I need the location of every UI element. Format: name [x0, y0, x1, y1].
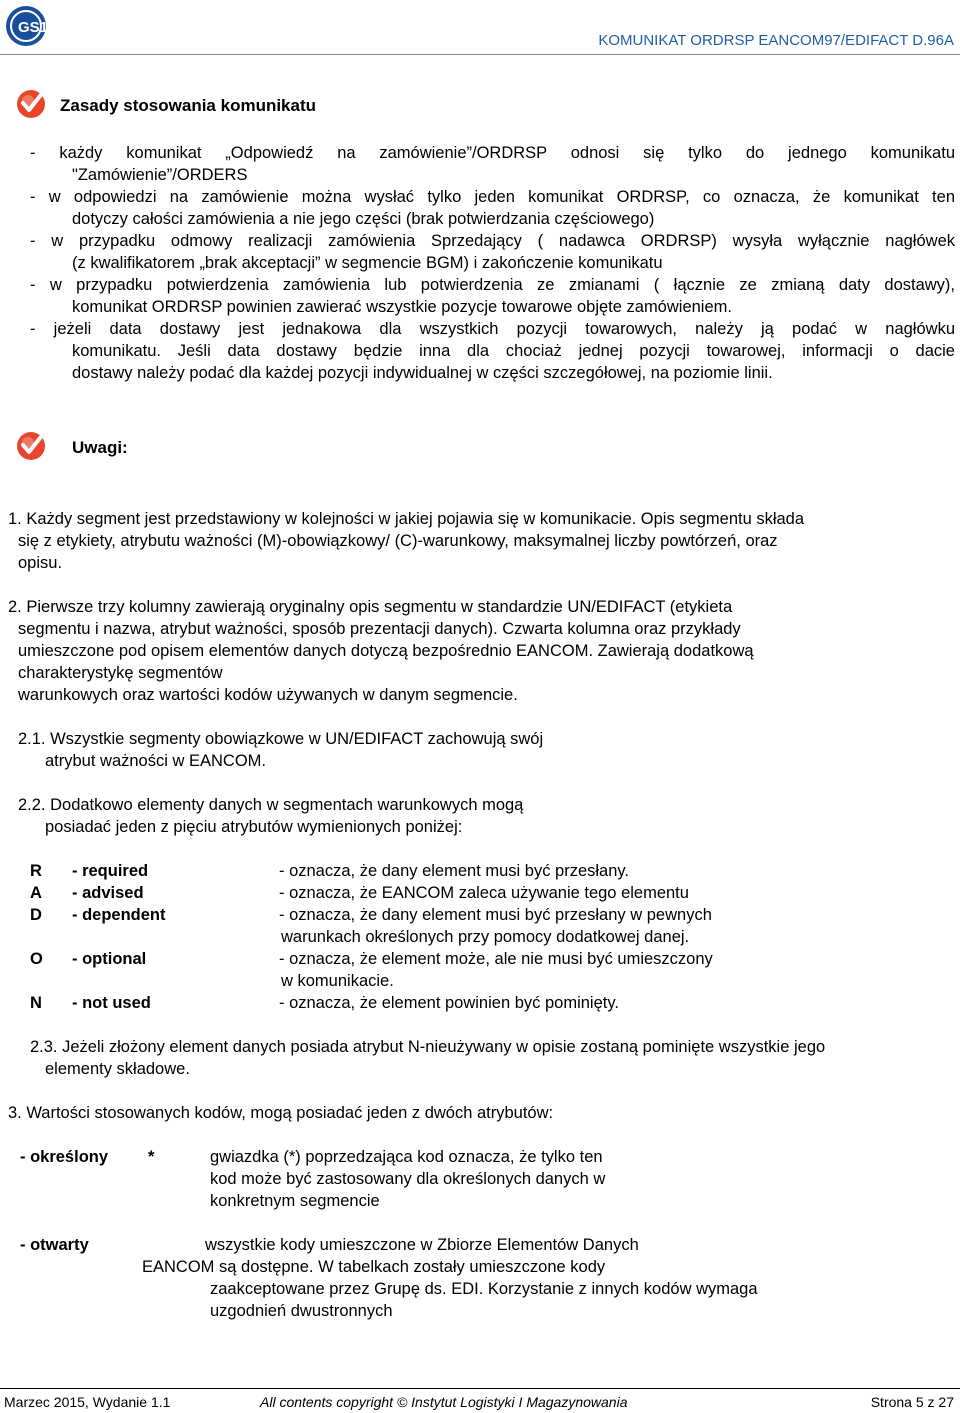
rule-line: - każdy komunikat „Odpowiedź na zamówienie”/ORDRSP odnosi się tylko do jednego komunikatu — [30, 144, 955, 162]
note-paragraph-line: charakterystykę segmentów — [18, 664, 223, 682]
attribute-name: - optional — [72, 950, 147, 968]
note-paragraph-line: opisu. — [18, 554, 63, 572]
notes-section-title: Uwagi: — [72, 438, 128, 457]
code-attribute-symbol: * — [148, 1148, 155, 1166]
note-paragraph-line: 2. Pierwsze trzy kolumny zawierają oryginalny opis segmentu w standardzie UN/EDIFACT (etykieta — [8, 598, 733, 616]
rule-line: - w przypadku odmowy realizacji zamówienia Sprzedający ( nadawca ORDRSP) wysyła wyłącznie nagłówek — [30, 232, 955, 250]
code-attribute-description: kod może być zastosowany dla określonych danych w — [210, 1170, 606, 1188]
attribute-name: - dependent — [72, 906, 166, 924]
rule-line: komunikat ORDRSP powinien zawierać wszystkie pozycje towarowe objęte zamówieniem. — [72, 298, 732, 316]
rule-line: dostawy należy podać dla każdej pozycji indywidualnej w części szczegółowej, na poziomie linii. — [72, 364, 773, 382]
rule-line: - w przypadku potwierdzenia zamówienia lub potwierdzenia ze zmianami ( łącznie ze zmianą daty dostawy), — [30, 276, 955, 294]
attribute-description: w komunikacie. — [281, 972, 394, 990]
rule-line: (z kwalifikatorem „brak akceptacji” w segmencie BGM) i zakończenie komunikatu — [72, 254, 663, 272]
attribute-description: - oznacza, że dany element musi być przesłany w pewnych — [279, 906, 712, 924]
checkmark-icon — [14, 428, 48, 462]
attribute-code: N — [30, 994, 42, 1012]
attribute-name: - not used — [72, 994, 151, 1012]
code-attribute-name: - otwarty — [20, 1236, 89, 1254]
header-divider — [0, 54, 960, 55]
code-attribute-description: konkretnym segmencie — [210, 1192, 380, 1210]
note-paragraph-line: 2.2. Dodatkowo elementy danych w segmentach warunkowych mogą — [18, 796, 524, 814]
code-attribute-name: - określony — [20, 1148, 109, 1166]
rule-line: - w odpowiedzi na zamówienie można wysłać tylko jeden komunikat ORDRSP, co oznacza, że komunikat ten — [30, 188, 955, 206]
code-attribute-description: zaakceptowane przez Grupę ds. EDI. Korzystanie z innych kodów wymaga — [210, 1280, 758, 1298]
note-paragraph-line: elementy składowe. — [45, 1060, 190, 1078]
code-attribute-description: gwiazdka (*) poprzedzająca kod oznacza, że tylko ten — [210, 1148, 603, 1166]
attribute-code: O — [30, 950, 43, 968]
attribute-code: D — [30, 906, 42, 924]
gs1-logo-text: GS1 — [18, 19, 49, 36]
note-paragraph-line: warunkowych oraz wartości kodów używanych w danym segmencie. — [18, 686, 518, 704]
footer-page-number: Strona 5 z 27 — [870, 1394, 954, 1410]
note-paragraph-line: 3. Wartości stosowanych kodów, mogą posiadać jeden z dwóch atrybutów: — [8, 1104, 554, 1122]
note-paragraph-line: atrybut ważności w EANCOM. — [45, 752, 266, 770]
attribute-description: warunkach określonych przy pomocy dodatkowej danej. — [281, 928, 690, 946]
code-attribute-description: uzgodnień dwustronnych — [210, 1302, 393, 1320]
note-paragraph-line: posiadać jeden z pięciu atrybutów wymienionych poniżej: — [45, 818, 463, 836]
attribute-description: - oznacza, że element powinien być pominięty. — [279, 994, 619, 1012]
code-attribute-description: EANCOM są dostępne. W tabelkach zostały umieszczone kody — [142, 1258, 606, 1276]
footer-copyright: All contents copyright © Instytut Logistyki I Magazynowania — [260, 1394, 628, 1410]
footer-divider — [0, 1388, 960, 1389]
rules-section-title: Zasady stosowania komunikatu — [60, 96, 317, 115]
note-paragraph-line: 2.3. Jeżeli złożony element danych posiada atrybut N-nieużywany w opisie zostaną pominięte wszystkie jego — [30, 1038, 826, 1056]
rule-line: "Zamówienie”/ORDERS — [72, 166, 248, 184]
note-paragraph-line: się z etykiety, atrybutu ważności (M)-obowiązkowy/ (C)-warunkowy, maksymalnej liczby powtórzeń, oraz — [18, 532, 778, 550]
attribute-description: - oznacza, że element może, ale nie musi być umieszczony — [279, 950, 713, 968]
attribute-description: - oznacza, że dany element musi być przesłany. — [279, 862, 630, 880]
code-attribute-description: wszystkie kody umieszczone w Zbiorze Elementów Danych — [205, 1236, 639, 1254]
note-paragraph-line: 1. Każdy segment jest przedstawiony w kolejności w jakiej pojawia się w komunikacie. Opis segmentu składa — [8, 510, 805, 528]
footer-edition: Marzec 2015, Wydanie 1.1 — [4, 1394, 171, 1410]
gs1-logo — [4, 4, 54, 48]
rule-line: - jeżeli data dostawy jest jednakowa dla wszystkich pozycji towarowych, należy ją podać w nagłówku — [30, 320, 955, 338]
attribute-description: - oznacza, że EANCOM zaleca używanie tego elementu — [279, 884, 689, 902]
note-paragraph-line: segmentu i nazwa, atrybut ważności, sposób prezentacji danych). Czwarta kolumna oraz przykłady — [18, 620, 741, 638]
attribute-code: R — [30, 862, 42, 880]
rule-line: komunikatu. Jeśli data dostawy będzie inna dla chociaż jednej pozycji towarowej, informacji o dacie — [72, 342, 955, 360]
document-header-title: KOMUNIKAT ORDRSP EANCOM97/EDIFACT D.96A — [598, 32, 954, 49]
attribute-code: A — [30, 884, 42, 902]
note-paragraph-line: umieszczone pod opisem elementów danych dotyczą bezpośrednio EANCOM. Zawierają dodatkową — [18, 642, 754, 660]
rule-line: dotyczy całości zamówienia a nie jego części (brak potwierdzania częściowego) — [72, 210, 655, 228]
checkmark-icon — [14, 86, 48, 120]
attribute-name: - required — [72, 862, 149, 880]
note-paragraph-line: 2.1. Wszystkie segmenty obowiązkowe w UN/EDIFACT zachowują swój — [18, 730, 544, 748]
attribute-name: - advised — [72, 884, 144, 902]
